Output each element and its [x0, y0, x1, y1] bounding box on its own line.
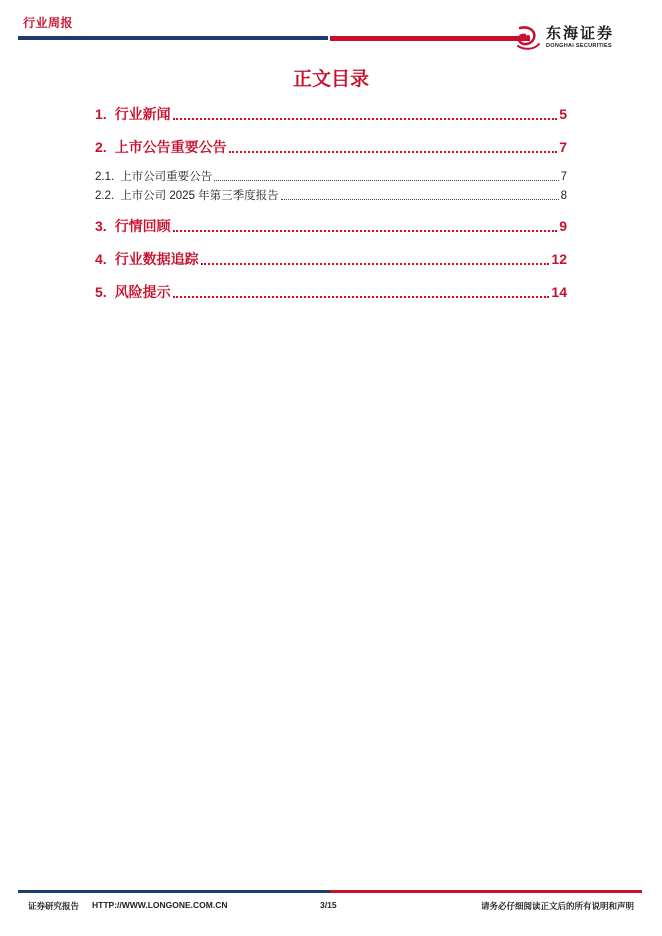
- toc-entry[interactable]: [95, 187, 567, 203]
- toc-title: 正文目录: [292, 69, 369, 90]
- toc-entry-page: 5: [559, 106, 567, 122]
- toc-entry-label: 行业新闻: [114, 106, 171, 122]
- toc-entry-number: 5.: [95, 284, 107, 300]
- toc-dot-leader: [173, 296, 550, 298]
- toc-dot-leader: [229, 151, 558, 153]
- toc-entry[interactable]: [95, 249, 567, 269]
- header-divider: [18, 36, 642, 44]
- footer-disclaimer: 请务必仔细阅读正文后的所有说明和声明: [480, 901, 634, 911]
- toc-entry-page: 8: [560, 190, 567, 202]
- toc-entry[interactable]: [95, 282, 567, 302]
- footer-report-type: 证券研究报告: [28, 901, 80, 911]
- toc-entry[interactable]: [95, 168, 567, 184]
- toc-entry[interactable]: [95, 216, 567, 236]
- toc-entry-label: 上市公司重要公告: [120, 171, 213, 183]
- footer-page-number: 3/15: [320, 900, 337, 910]
- report-category: 行业周报: [23, 16, 74, 30]
- toc-dot-leader: [281, 199, 559, 200]
- toc-entry-number: 2.2.: [95, 190, 115, 202]
- toc-entry-page: 9: [559, 218, 567, 234]
- logo-chinese-name: 东海证券: [546, 24, 615, 43]
- toc-entry-label: 行情回顾: [114, 218, 171, 234]
- toc-entry-page: 14: [551, 284, 567, 300]
- toc-entry-page: 7: [560, 171, 567, 183]
- toc-dot-leader: [201, 263, 550, 265]
- toc-entry-label: 上市公告重要公告: [114, 139, 227, 155]
- toc-dot-leader: [173, 230, 558, 232]
- footer-url-link[interactable]: HTTP://WWW.LONGONE.COM.CN: [92, 900, 228, 910]
- toc-entry-number: 1.: [95, 106, 107, 122]
- toc-entry-number: 2.: [95, 139, 107, 155]
- toc-dot-leader: [173, 118, 558, 120]
- footer-divider: [18, 890, 642, 893]
- toc-dot-leader: [214, 180, 558, 181]
- toc-entry[interactable]: [95, 104, 567, 124]
- toc-entry-label: 风险提示: [114, 284, 171, 300]
- toc-entry-number: 2.1.: [95, 171, 115, 183]
- toc-entry-page: 7: [559, 139, 567, 155]
- toc-entry-label: 上市公司 2025 年第三季度报告: [120, 190, 279, 202]
- toc-entry-number: 3.: [95, 218, 107, 234]
- toc-entry-page: 12: [551, 251, 567, 267]
- toc-entry-label: 行业数据追踪: [114, 251, 199, 267]
- logo-english-name: DONGHAI SECURITIES: [546, 43, 612, 50]
- toc-entry[interactable]: [95, 137, 567, 157]
- toc-entry-number: 4.: [95, 251, 107, 267]
